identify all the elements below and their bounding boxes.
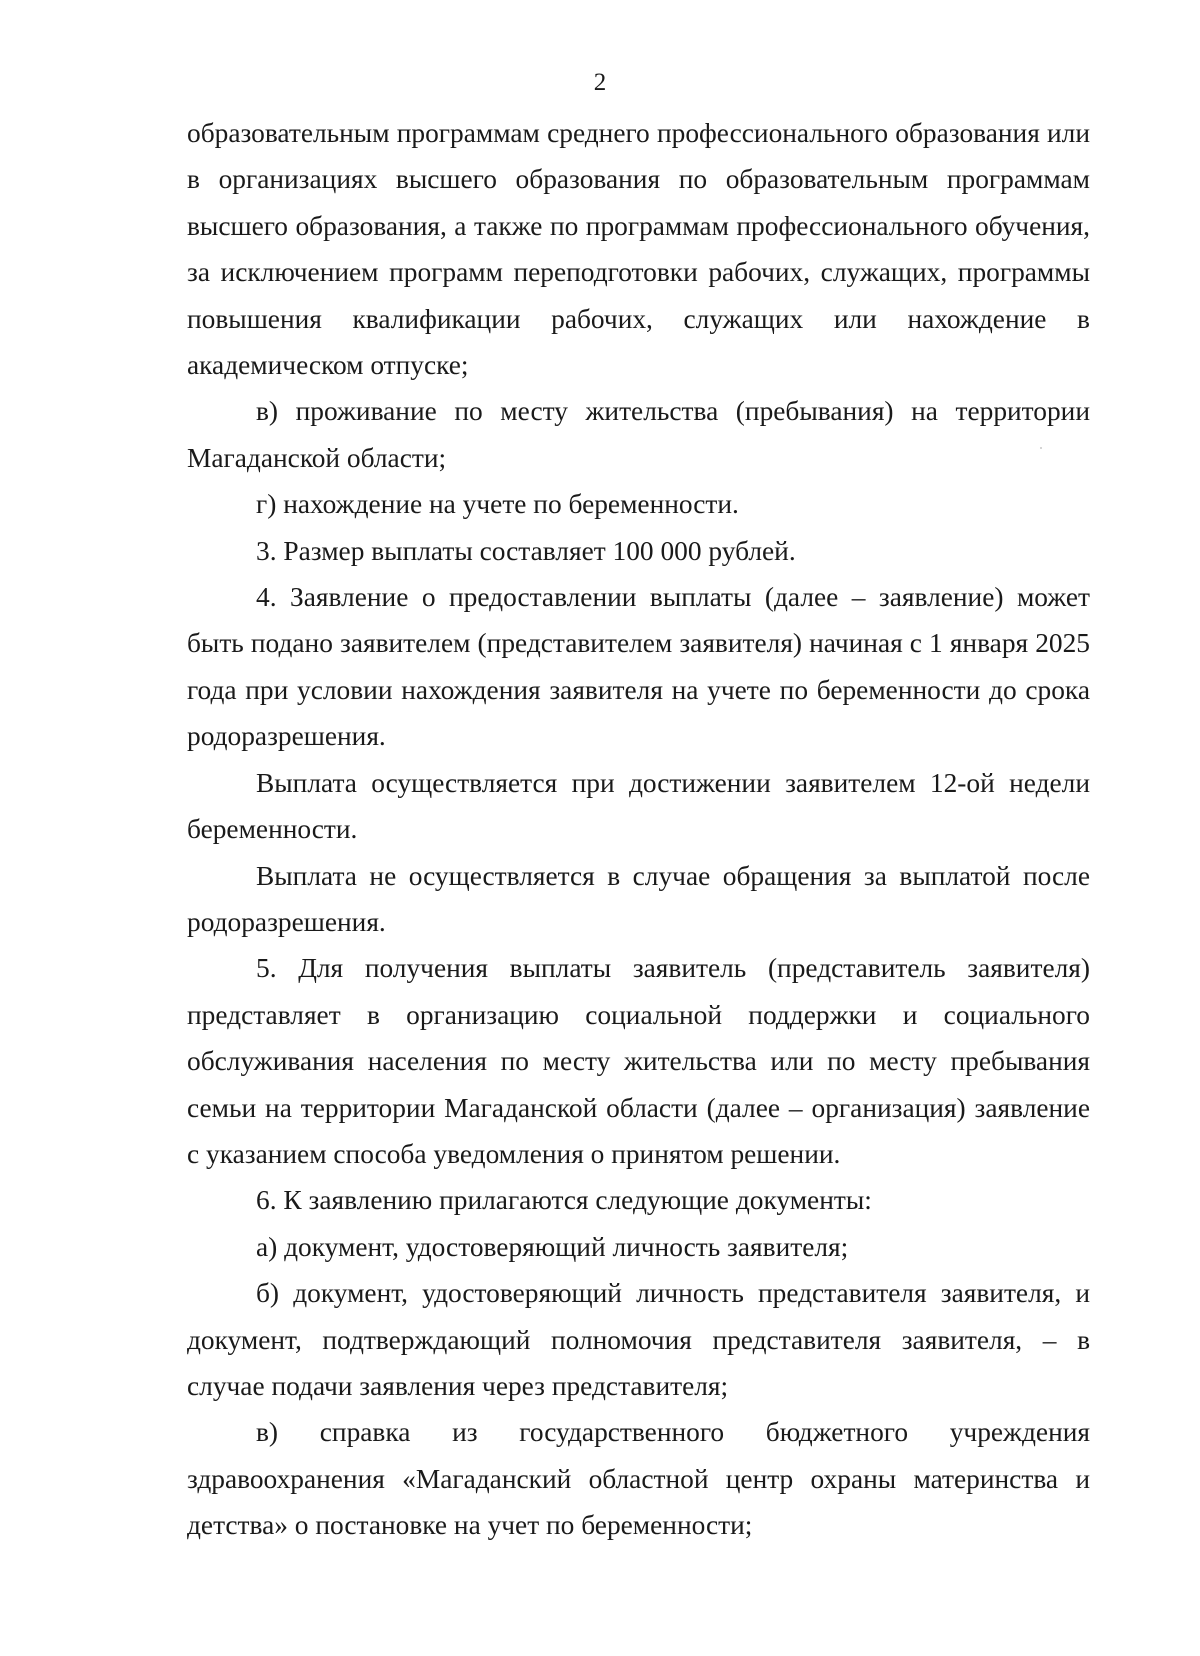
paragraph-item-v-certificate: в) справка из государственного бюджетного учреждения здравоохранения «Магаданский областной центр охраны материнства и детства» о постановке на учет по беременности; xyxy=(187,1417,1090,1541)
scan-speck xyxy=(1040,447,1042,449)
paragraph-item-a-identity: а) документ, удостоверяющий личность заявителя; xyxy=(256,1231,849,1262)
paragraph-5-submission: 5. Для получения выплаты заявитель (представитель заявителя) представляет в организацию социальной поддержки и социального обслуживания населения по месту жительства или по месту пребывания семьи на территории Магаданской области (далее – организация) заявление с указанием способа уведомления о принятом решении. xyxy=(187,953,1090,1169)
paragraph-payment-exclusion: Выплата не осуществляется в случае обращения за выплатой после родоразрешения. xyxy=(187,860,1090,937)
paragraph-payment-condition: Выплата осуществляется при достижении заявителем 12-ой недели беременности. xyxy=(187,767,1090,845)
paragraph-3-payment-amount: 3. Размер выплаты составляет 100 000 рублей. xyxy=(256,535,796,566)
paragraph-item-b-representative: б) документ, удостоверяющий личность представителя заявителя, и документ, подтверждающий полномочия представителя заявителя, – в случае подачи заявления через представителя; xyxy=(187,1278,1090,1401)
paragraph-item-v-residence: в) проживание по месту жительства (пребывания) на территории Магаданской области; xyxy=(187,396,1090,473)
paragraph-continuation: образовательным программам среднего профессионального образования или в организациях высшего образования по образовательным программам высшего образования, а также по программам профессионального обучения, за исключением программ переподготовки рабочих, служащих, программы повышения квалификации рабочих, служащих или нахождение в академическом отпуске; xyxy=(187,118,1090,381)
paragraph-6-documents: 6. К заявлению прилагаются следующие документы: xyxy=(256,1185,872,1216)
page-number: 2 xyxy=(593,69,607,96)
paragraph-4-application: 4. Заявление о предоставлении выплаты (далее – заявление) может быть подано заявителем (представителем заявителя) начиная с 1 января 2025 года при условии нахождения заявителя на учете по беременности до срока родоразрешения. xyxy=(187,582,1090,752)
paragraph-item-g-pregnancy-registration: г) нахождение на учете по беременности. xyxy=(256,489,739,520)
document-body xyxy=(187,110,1090,1549)
